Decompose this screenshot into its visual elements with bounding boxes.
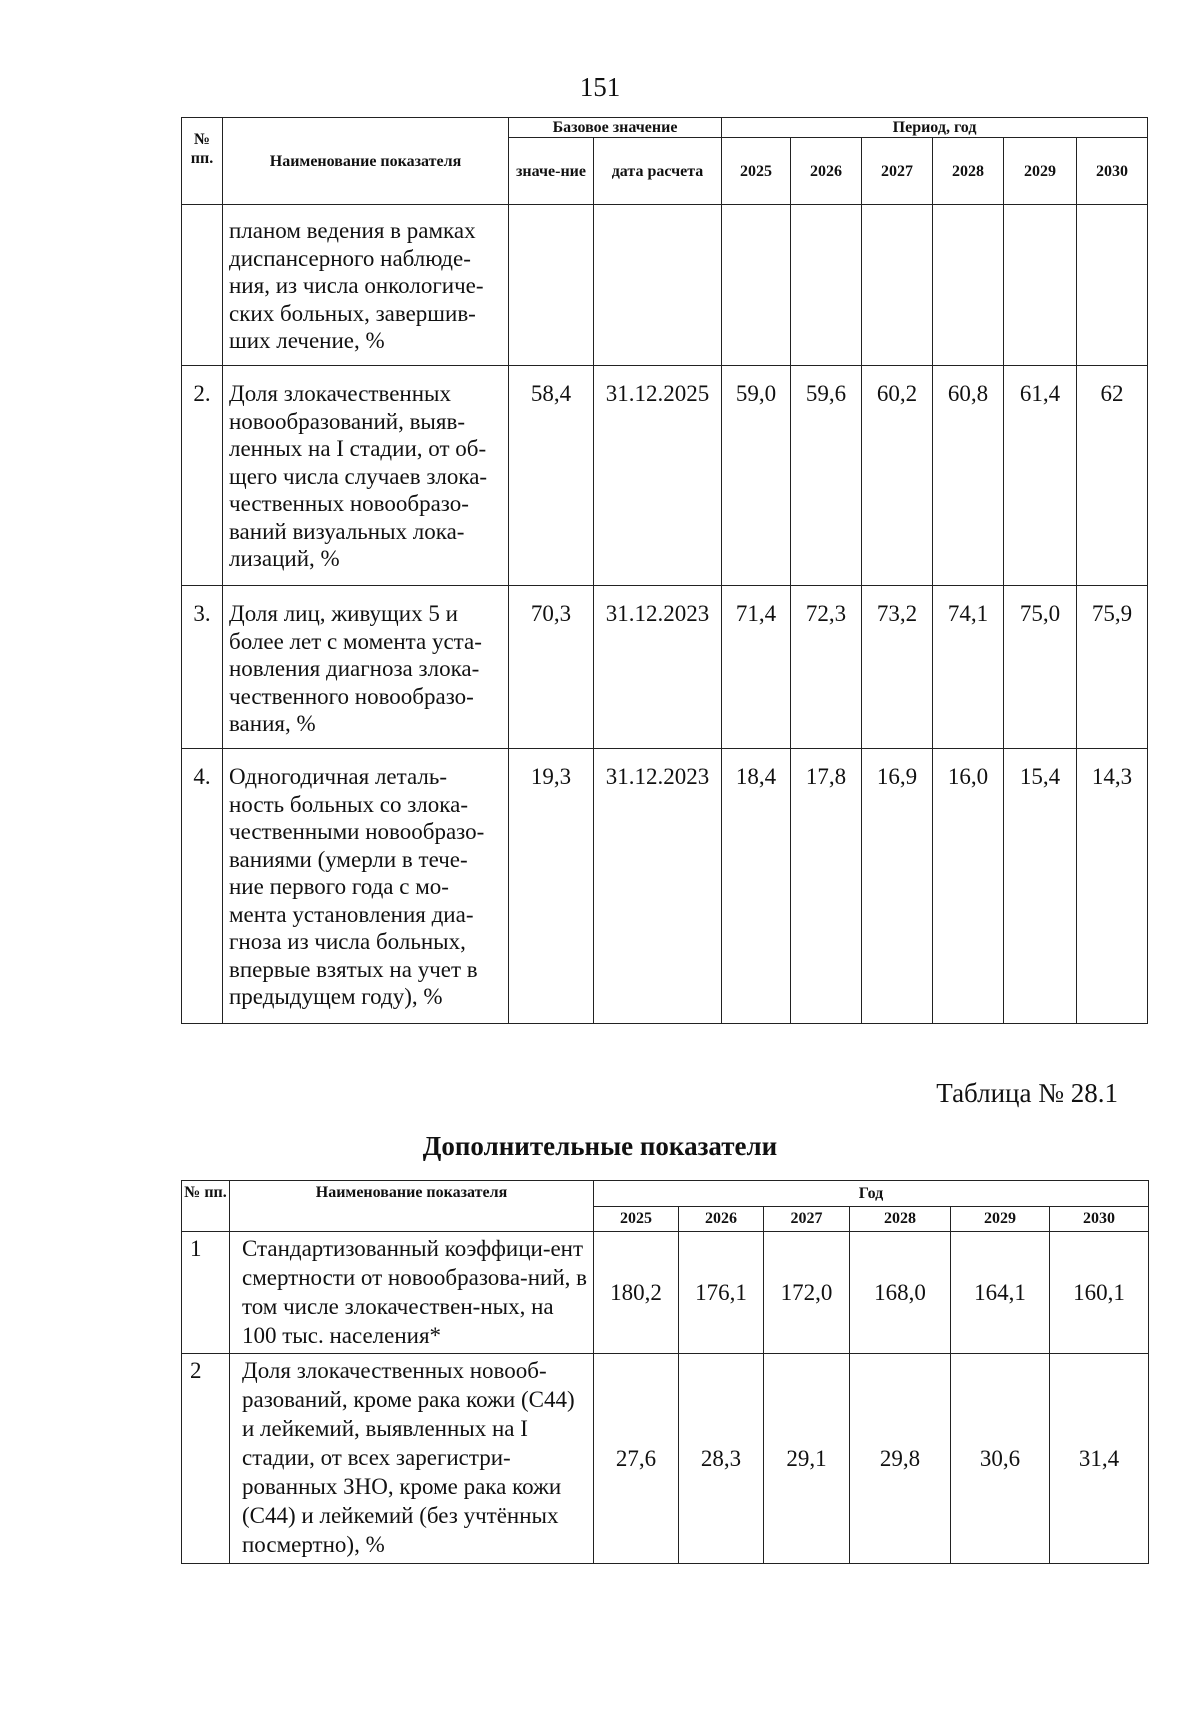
row-value: 28,3 [679, 1354, 764, 1564]
header-year: 2028 [850, 1207, 951, 1232]
row-value: 30,6 [951, 1354, 1050, 1564]
row-base-value: 19,3 [509, 749, 594, 1024]
row-value: 75,0 [1004, 586, 1077, 749]
row-name: Доля злокачественных новооб-разований, кроме рака кожи (С44) и лейкемий, выявленных на I стадии, от всех зарегистри-рованных ЗНО, кроме рака кожи (С44) и лейкемий (без учтённых посмертно), % [230, 1354, 594, 1564]
row-value: 15,4 [1004, 749, 1077, 1024]
table-caption: Таблица № 28.1 [936, 1078, 1118, 1108]
header-num: № пп. [182, 1181, 230, 1232]
row-value [722, 205, 791, 366]
row-value [1004, 205, 1077, 366]
row-value [791, 205, 862, 366]
header-year: 2030 [1050, 1207, 1149, 1232]
row-value: 27,6 [594, 1354, 679, 1564]
row-value: 160,1 [1050, 1232, 1149, 1354]
header-year: 2028 [933, 138, 1004, 205]
table-row [182, 1232, 1149, 1354]
row-value: 16,0 [933, 749, 1004, 1024]
row-name: планом ведения в рамках диспансерного наблюде-ния, из числа онкологиче-ских больных, завершив-ших лечение, % [223, 205, 509, 366]
row-name: Одногодичная леталь-ность больных со злока-чественными новообразо-ваниями (умерли в тече-ние первого года с мо-мента установления диа-гноза из числа больных, впервые взятых на учет в предыдущем году), % [223, 749, 509, 1024]
row-value: 75,9 [1077, 586, 1148, 749]
row-value: 60,2 [862, 366, 933, 586]
row-value: 172,0 [764, 1232, 850, 1354]
row-value: 74,1 [933, 586, 1004, 749]
row-num: 1 [182, 1232, 230, 1354]
indicators-table [181, 117, 1148, 1024]
row-value: 73,2 [862, 586, 933, 749]
row-value: 168,0 [850, 1232, 951, 1354]
header-name: Наименование показателя [230, 1181, 594, 1232]
table-row [182, 749, 1148, 1024]
row-value: 60,8 [933, 366, 1004, 586]
header-year: 2025 [722, 138, 791, 205]
row-base-value: 70,3 [509, 586, 594, 749]
row-value: 16,9 [862, 749, 933, 1024]
header-base-value: значе-ние [509, 138, 594, 205]
row-value: 61,4 [1004, 366, 1077, 586]
row-name: Стандартизованный коэффици-ент смертности от новообразова-ний, в том числе злокачествен-ных, на 100 тыс. населения* [230, 1232, 594, 1354]
row-value: 180,2 [594, 1232, 679, 1354]
table-row [182, 1354, 1149, 1564]
row-base-date: 31.12.2023 [594, 586, 722, 749]
header-period: Период, год [722, 118, 1148, 138]
row-value: 14,3 [1077, 749, 1148, 1024]
row-value [1077, 205, 1148, 366]
row-value: 17,8 [791, 749, 862, 1024]
header-num: № пп. [182, 118, 223, 205]
row-value [862, 205, 933, 366]
header-year: 2029 [1004, 138, 1077, 205]
row-value: 29,8 [850, 1354, 951, 1564]
row-value: 59,6 [791, 366, 862, 586]
header-year-group: Год [594, 1181, 1149, 1207]
header-year: 2026 [791, 138, 862, 205]
row-value: 31,4 [1050, 1354, 1149, 1564]
table-row [182, 586, 1148, 749]
header-year: 2027 [862, 138, 933, 205]
row-value: 176,1 [679, 1232, 764, 1354]
table-row [182, 205, 1148, 366]
row-num: 4. [182, 749, 223, 1024]
row-value: 59,0 [722, 366, 791, 586]
row-num: 2 [182, 1354, 230, 1564]
row-num [182, 205, 223, 366]
row-name: Доля лиц, живущих 5 и более лет с момента уста-новления диагноза злока-чественного новообразо-вания, % [223, 586, 509, 749]
row-base-value [509, 205, 594, 366]
row-value: 29,1 [764, 1354, 850, 1564]
header-base: Базовое значение [509, 118, 722, 138]
header-year: 2029 [951, 1207, 1050, 1232]
row-base-value: 58,4 [509, 366, 594, 586]
header-year: 2030 [1077, 138, 1148, 205]
row-base-date: 31.12.2023 [594, 749, 722, 1024]
row-num: 3. [182, 586, 223, 749]
row-num: 2. [182, 366, 223, 586]
row-value: 72,3 [791, 586, 862, 749]
row-value: 71,4 [722, 586, 791, 749]
row-value: 164,1 [951, 1232, 1050, 1354]
row-value: 62 [1077, 366, 1148, 586]
table-row [182, 366, 1148, 586]
header-year: 2027 [764, 1207, 850, 1232]
page-number: 151 [579, 72, 621, 102]
table-title: Дополнительные показатели [422, 1131, 778, 1161]
header-year: 2026 [679, 1207, 764, 1232]
row-value [933, 205, 1004, 366]
row-name: Доля злокачественных новообразований, выяв-ленных на I стадии, от об-щего числа случаев злока-чественных новообразо-ваний визуальных лока-лизаций, % [223, 366, 509, 586]
header-year: 2025 [594, 1207, 679, 1232]
row-base-date [594, 205, 722, 366]
row-value: 18,4 [722, 749, 791, 1024]
header-base-date: дата расчета [594, 138, 722, 205]
row-base-date: 31.12.2025 [594, 366, 722, 586]
header-name: Наименование показателя [223, 118, 509, 205]
additional-indicators-table [181, 1180, 1149, 1564]
